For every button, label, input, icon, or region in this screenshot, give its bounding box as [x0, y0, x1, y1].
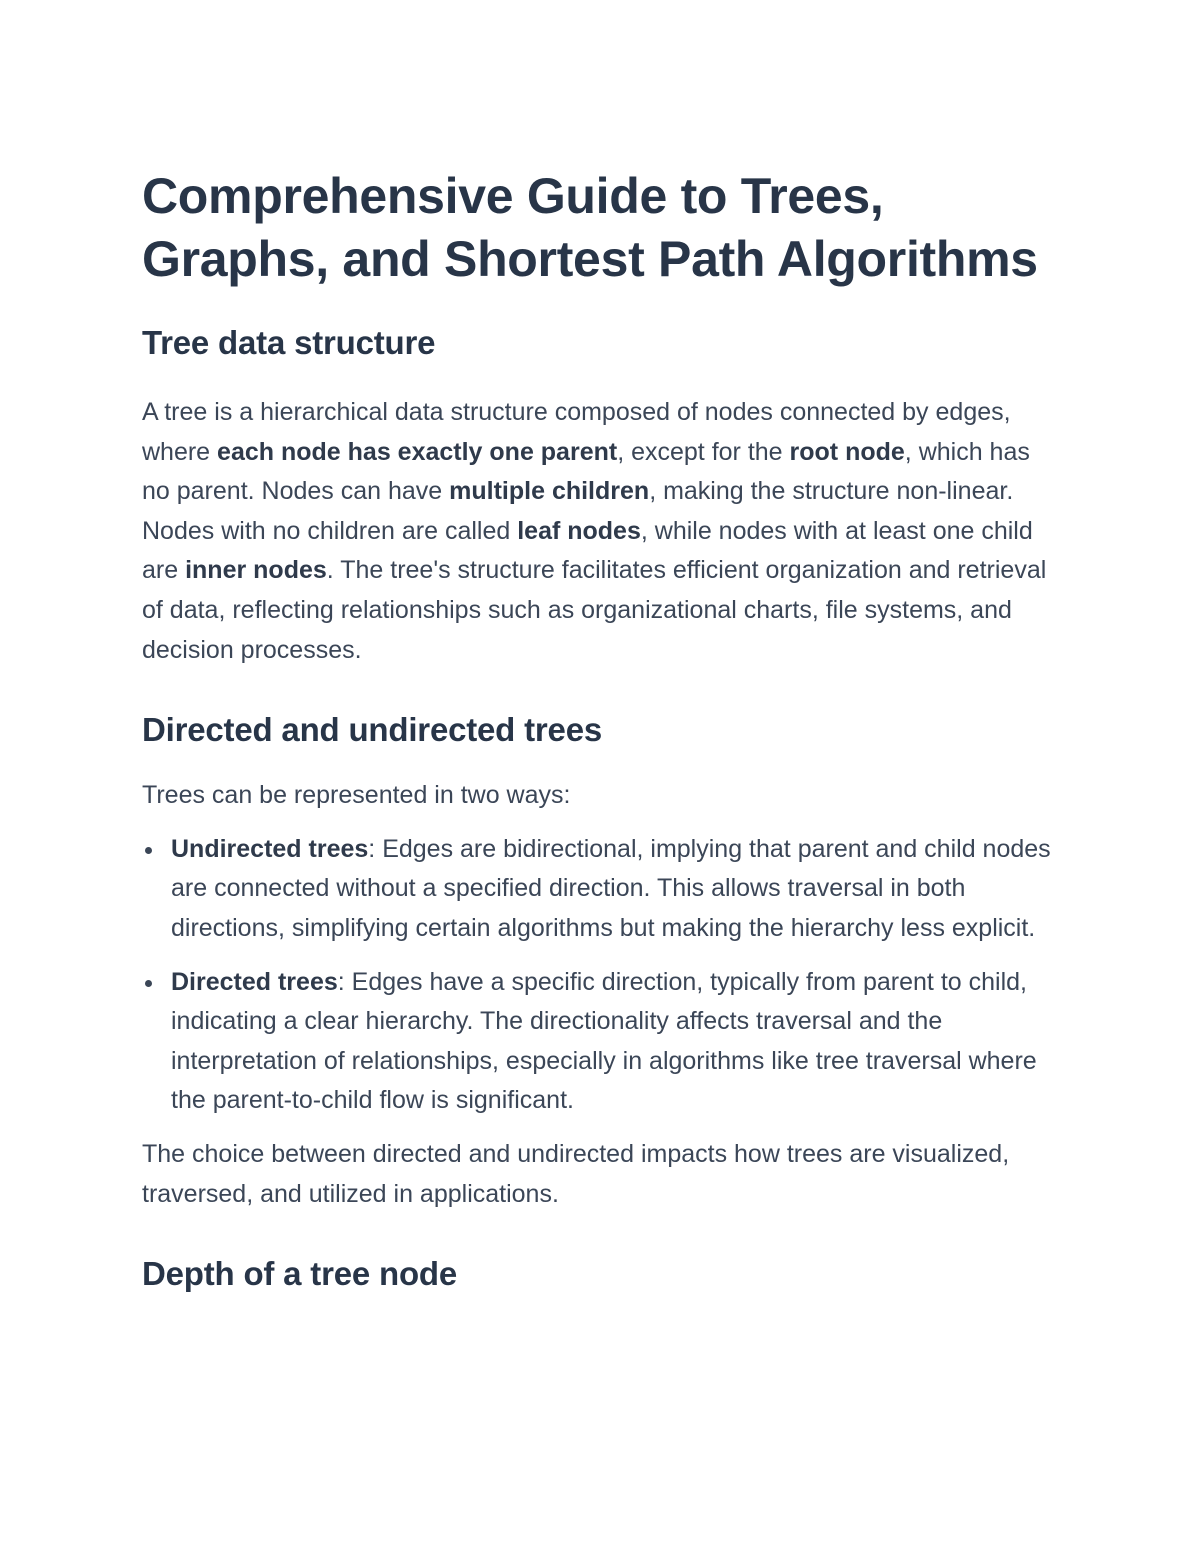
section-heading-depth: Depth of a tree node	[142, 1255, 458, 1293]
emphasis-root-node: root node	[789, 437, 905, 466]
list-item-text: : Edges have a specific direction, typically from parent to child, indicating a clear hierarchy. The directionality affects traversal and the interpretation of relationships, especially in algorithms like tree traversal where the parent-to-child flow is significant.	[171, 967, 1037, 1115]
text-span: . The tree's structure facilitates efficient organization and retrieval of data, reflecting relationships such as organizational charts, file systems, and decision processes.	[142, 556, 1047, 664]
bullet-icon	[145, 847, 152, 854]
emphasis-multiple-children: multiple children	[449, 477, 650, 506]
emphasis-leaf-nodes: leaf nodes	[517, 516, 641, 545]
bullet-icon	[145, 980, 152, 987]
emphasis-one-parent: each node has exactly one parent	[217, 437, 618, 466]
list-item	[142, 963, 1062, 1121]
page-title: Comprehensive Guide to Trees, Graphs, and Shortest Path Algorithms	[142, 168, 1038, 287]
text-span: , while nodes with at least one child are	[142, 516, 1033, 585]
list-item-term: Undirected trees	[171, 834, 369, 863]
text-span: , making the structure non-linear. Nodes with no children are called	[142, 477, 1014, 545]
section-heading-tree-data-structure: Tree data structure	[142, 324, 436, 361]
list-item-term: Directed trees	[171, 967, 338, 996]
text-span: , which has no parent. Nodes can have	[142, 437, 1030, 506]
list-item-text: : Edges are bidirectional, implying that parent and child nodes are connected without a specified direction. This allows traversal in both directions, simplifying certain algorithms but making the hierarchy less explicit.	[171, 834, 1051, 942]
emphasis-inner-nodes: inner nodes	[185, 556, 327, 585]
document-page	[142, 165, 1062, 1294]
tree-definition-paragraph	[142, 393, 1062, 670]
directed-intro-paragraph: Trees can be represented in two ways:	[142, 781, 571, 810]
tree-types-list	[142, 830, 1062, 1121]
directed-conclusion-paragraph: The choice between directed and undirected impacts how trees are visualized, traversed, and utilized in applications.	[142, 1139, 1010, 1208]
section-heading-directed-undirected: Directed and undirected trees	[142, 711, 603, 749]
text-span: A tree is a hierarchical data structure composed of nodes connected by edges, where	[142, 398, 1011, 466]
text-span: , except for the	[617, 437, 790, 466]
list-item	[142, 830, 1062, 949]
